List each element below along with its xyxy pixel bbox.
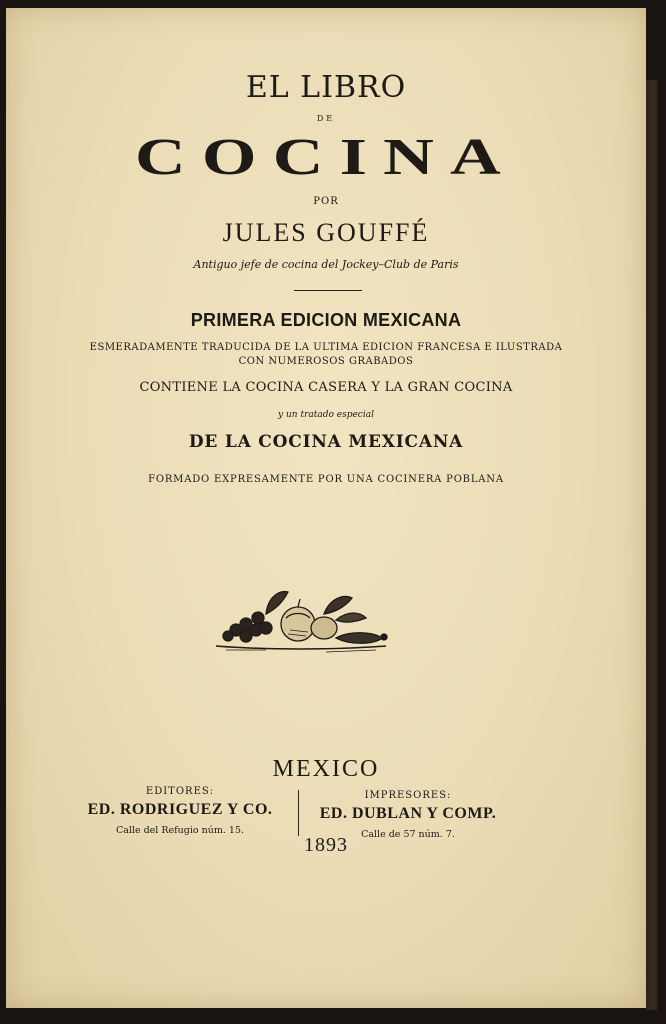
title-cocina: COCINA xyxy=(135,129,517,186)
author-name: JULES GOUFFÉ xyxy=(222,218,430,247)
fruit-vignette-icon xyxy=(206,584,396,662)
imprint-divider xyxy=(298,790,299,836)
translation-line-1: ESMERADAMENTE TRADUCIDA DE LA ULTIMA EDICION FRANCESA E ILUSTRADA xyxy=(89,342,563,353)
title-de: DE xyxy=(316,114,336,123)
book-edge xyxy=(646,80,660,1010)
editors-address: Calle del Refugio núm. 15. xyxy=(115,825,245,836)
printers-address: Calle de 57 núm. 7. xyxy=(361,829,455,840)
publication-year: 1893 xyxy=(304,834,348,856)
editors-label: EDITORES: xyxy=(145,786,215,797)
title-page xyxy=(6,8,646,1008)
editors-name: ED. RODRIGUEZ Y CO. xyxy=(87,801,273,818)
formed-by-line: FORMADO EXPRESAMENTE POR UNA COCINERA POBLANA xyxy=(148,474,504,485)
title-por: POR xyxy=(313,196,339,207)
mexican-cuisine-heading: DE LA COCINA MEXICANA xyxy=(188,432,464,452)
edition-heading: PRIMERA EDICION MEXICANA xyxy=(190,310,462,330)
editors-block xyxy=(66,786,294,836)
printers-label: IMPRESORES: xyxy=(364,790,452,801)
title-rule xyxy=(294,290,362,291)
printers-block xyxy=(302,790,514,840)
contents-line: CONTIENE LA COCINA CASERA Y LA GRAN COCINA xyxy=(139,380,513,395)
imprint-city: MEXICO xyxy=(272,756,380,782)
translation-line-2: CON NUMEROSOS GRABADOS xyxy=(238,356,414,367)
title-el-libro: EL LIBRO xyxy=(245,70,407,105)
printers-name: ED. DUBLAN Y COMP. xyxy=(319,805,497,822)
author-subtitle: Antiguo jefe de cocina del Jockey–Club de Paris xyxy=(193,258,459,271)
treatise-line: y un tratado especial xyxy=(278,410,374,420)
